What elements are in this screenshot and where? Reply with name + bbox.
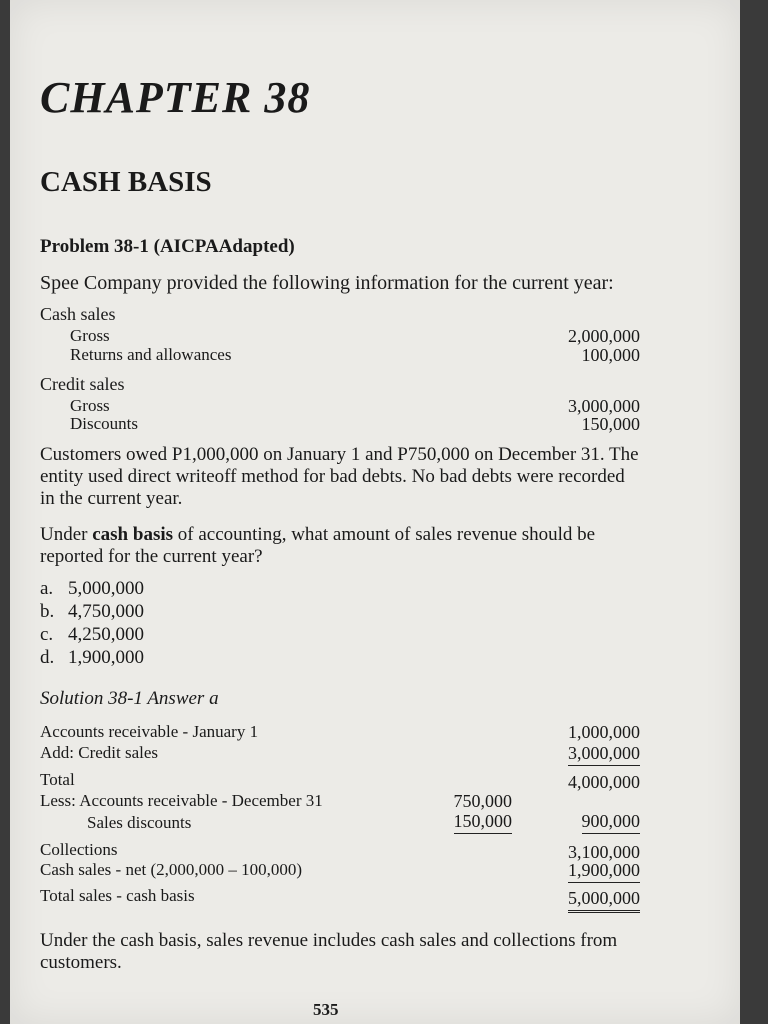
cash-sales-gross-value: 2,000,000 (568, 326, 640, 346)
less-total-value: 900,000 (582, 811, 641, 834)
section-title: CASH BASIS (40, 166, 212, 198)
total-sales-label: Total sales - cash basis (40, 886, 195, 905)
cash-sales-label: Cash sales (40, 304, 116, 324)
collections-value: 3,100,000 (568, 842, 640, 862)
cash-sales-gross-label: Gross (70, 326, 110, 345)
less-ar-december-value: 750,000 (453, 791, 512, 811)
question-text: Under cash basis of accounting, what amount of sales revenue should be reported for the current year? (40, 524, 596, 567)
option-d: d. 1,900,000 (40, 647, 144, 668)
credit-sales-discounts-value: 150,000 (581, 414, 640, 434)
solution-heading: Solution 38-1 Answer a (40, 688, 219, 709)
cash-sales-net-value: 1,900,000 (568, 860, 640, 883)
conclusion-text: Under the cash basis, sales revenue includes cash sales and collections from customers. (40, 930, 618, 973)
less-ar-december-label: Less: Accounts receivable - December 31 (40, 791, 323, 810)
cash-sales-returns-value: 100,000 (581, 345, 640, 365)
option-c: c. 4,250,000 (40, 624, 144, 645)
page-number: 535 (313, 1000, 339, 1019)
credit-sales-discounts-label: Discounts (70, 414, 138, 433)
sales-discounts-label: Sales discounts (87, 813, 192, 832)
credit-sales-label: Credit sales (40, 374, 125, 394)
total-label: Total (40, 770, 75, 789)
problem-title: Problem 38-1 (AICPAAdapted) (40, 236, 295, 257)
chapter-title: CHAPTER 38 (40, 73, 311, 122)
total-sales-value: 5,000,000 (568, 888, 640, 913)
option-b: b. 4,750,000 (40, 601, 144, 622)
collections-label: Collections (40, 840, 118, 859)
total-value: 4,000,000 (568, 772, 640, 792)
add-credit-sales-value: 3,000,000 (568, 743, 640, 766)
ar-january-label: Accounts receivable - January 1 (40, 722, 259, 741)
book-page (10, 0, 740, 1024)
cash-sales-returns-label: Returns and allowances (70, 345, 232, 364)
problem-paragraph: Customers owed P1,000,000 on January 1 and P750,000 on December 31. The entity used direct writeoff method for bad debts. No bad debts were recorded in the current year. (40, 444, 639, 509)
problem-intro: Spee Company provided the following information for the current year: (40, 272, 614, 294)
credit-sales-gross-value: 3,000,000 (568, 396, 640, 416)
credit-sales-gross-label: Gross (70, 396, 110, 415)
option-a: a. 5,000,000 (40, 578, 144, 599)
sales-discounts-value: 150,000 (454, 811, 513, 834)
ar-january-value: 1,000,000 (568, 722, 640, 742)
add-credit-sales-label: Add: Credit sales (40, 743, 159, 762)
cash-sales-net-label: Cash sales - net (2,000,000 – 100,000) (40, 860, 303, 879)
